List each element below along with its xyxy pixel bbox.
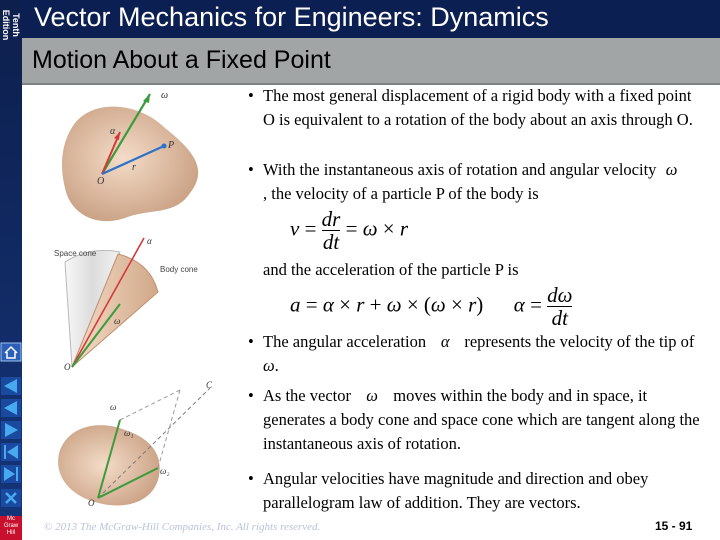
velocity-equation: v = $\frac{dr}{dt}$ = ω × r	[290, 207, 409, 254]
fig3-label-omega: ω	[110, 402, 117, 412]
fig1-label-omega: ω	[161, 90, 169, 101]
fig2-label-body-cone: Body cone	[160, 265, 198, 274]
page-number: 15 - 91	[655, 519, 693, 533]
acceleration-intro: and the acceleration of the particle P is	[263, 260, 519, 279]
fig2-label-omega: ω	[114, 316, 121, 326]
fig2-label-o: O	[64, 362, 71, 372]
omega-symbol: ω	[366, 386, 378, 405]
fig1-label-r: r	[132, 162, 136, 173]
last-icon[interactable]	[0, 464, 22, 484]
fig3-label-c: C	[206, 380, 213, 390]
acceleration-equation: a = α × r + ω × (ω × r) α = $\frac{d\omega}{dt}$	[290, 283, 573, 330]
bullet-marker: •	[248, 332, 254, 351]
bullet-5: As the vector ω moves within the body and in space, it generates a body cone and space cone which are tangent along the instantaneous axis of rotation.	[263, 386, 700, 453]
rigid-body-shape	[62, 107, 198, 222]
omega-symbol: ω	[263, 356, 275, 375]
edition-label: Tenth Edition	[1, 9, 21, 41]
home-icon[interactable]	[0, 342, 22, 362]
omega-symbol: ω	[665, 160, 678, 179]
bullet-marker: •	[248, 469, 254, 488]
fig2-label-space-cone: Space cone	[54, 249, 97, 258]
fig1-label-o: O	[97, 176, 105, 187]
bullet-1: The most general displacement of a rigid body with a fixed point O is equivalent to a rotation of the body about an axis through O.	[263, 86, 693, 129]
next-icon[interactable]	[0, 420, 22, 440]
bullet-2	[263, 158, 683, 206]
bullet-2-text-b: , the velocity of a particle P of the body is	[263, 184, 539, 203]
fig1-label-p: P	[168, 140, 175, 151]
fig1-label-alpha: α	[110, 126, 116, 137]
back-icon[interactable]	[0, 398, 22, 418]
bullet-marker: •	[248, 160, 254, 179]
page-title: Vector Mechanics for Engineers: Dynamics	[34, 2, 549, 32]
slide-subtitle: Motion About a Fixed Point	[32, 46, 331, 74]
bullet-marker: •	[248, 86, 254, 105]
figure-parallelogram	[40, 380, 220, 514]
fig3-label-omega2: ω₂	[160, 466, 170, 476]
first-icon[interactable]	[0, 442, 22, 462]
copyright: © 2013 The McGraw-Hill Companies, Inc. All rights reserved.	[44, 521, 321, 533]
bullet-marker: •	[248, 386, 254, 405]
alpha-symbol: α	[440, 332, 450, 351]
figure-cones	[50, 232, 220, 380]
bullet-2-text-a: With the instantaneous axis of rotation and angular velocity	[263, 160, 657, 179]
bullet-4: The angular acceleration α represents the velocity of the tip of ω.	[263, 332, 695, 375]
publisher-logo: Mc Graw Hill	[0, 516, 22, 540]
previous-icon[interactable]	[0, 376, 22, 396]
fig3-label-o: O	[88, 498, 95, 508]
bullet-6: Angular velocities have magnitude and direction and obey parallelogram law of addition. They are vectors.	[263, 469, 649, 512]
figure-rigid-body	[40, 88, 230, 228]
fig2-label-alpha: α	[147, 236, 152, 246]
exit-icon[interactable]	[0, 488, 22, 508]
fig3-label-omega1: ω₁	[124, 428, 134, 438]
